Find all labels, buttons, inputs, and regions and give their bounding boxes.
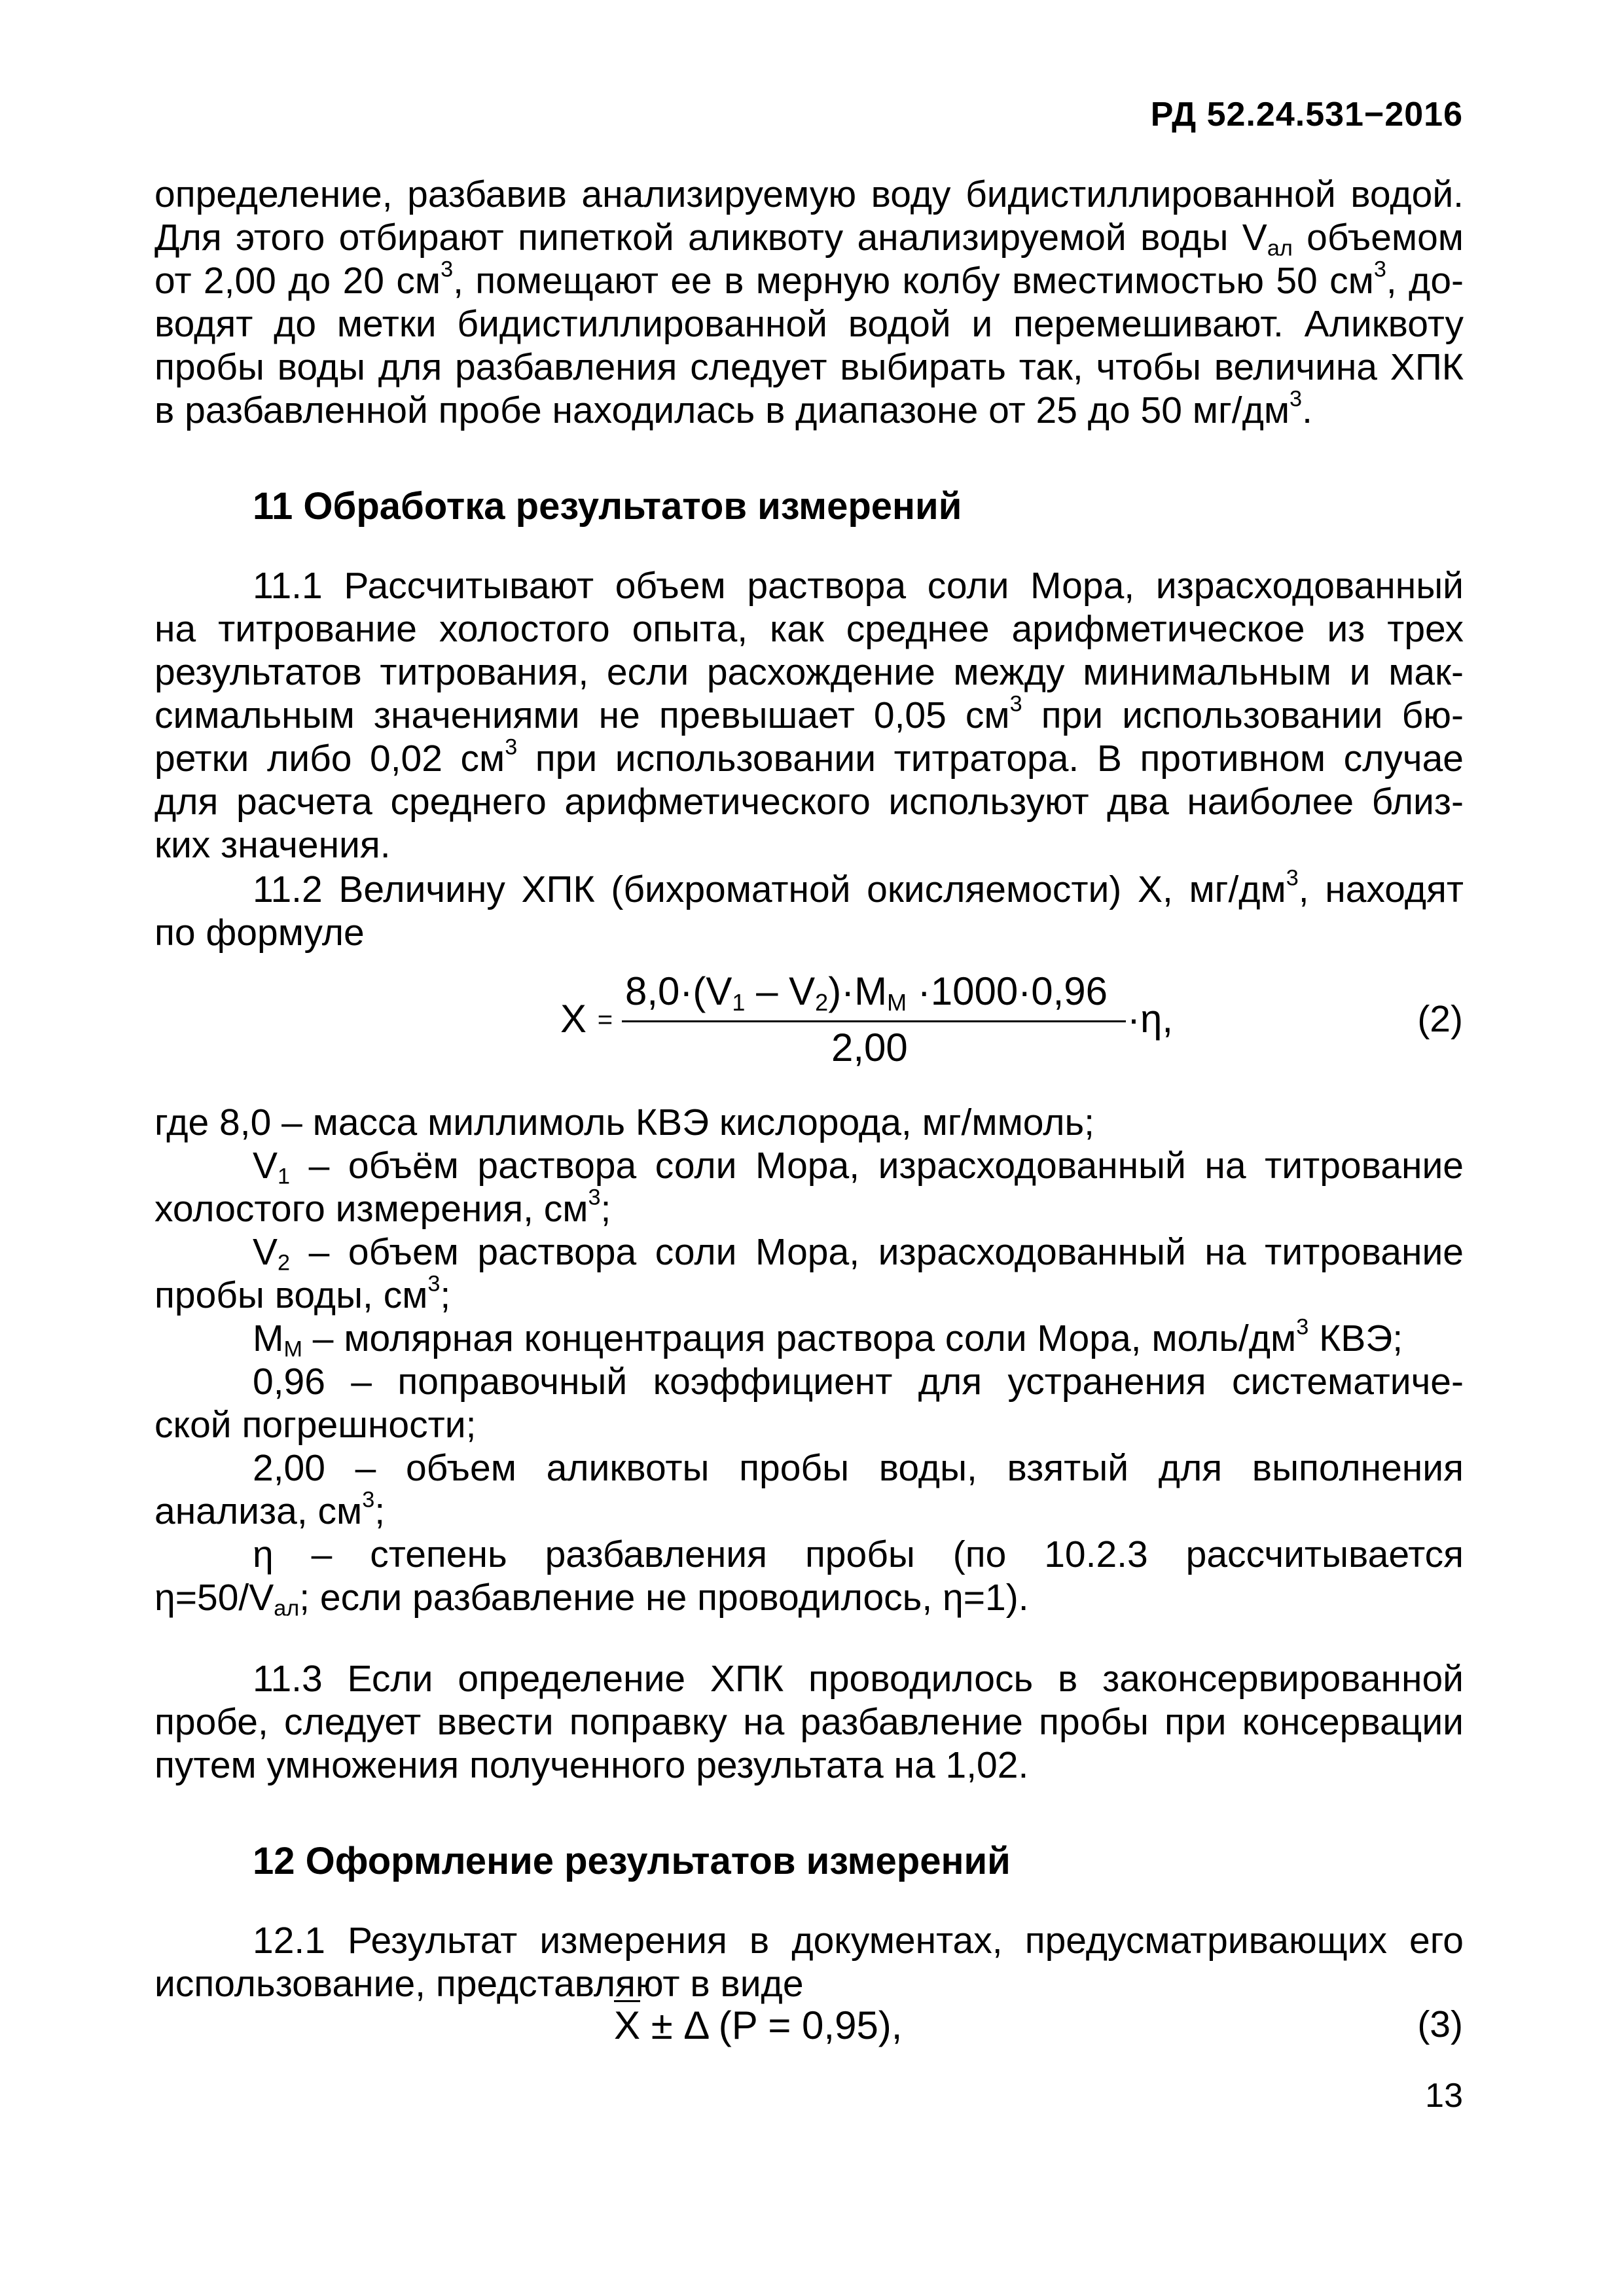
subscript: ал xyxy=(1267,236,1293,261)
text-line: пробе, следует ввести поправку на разбавление пробы при консервации xyxy=(154,1701,1464,1743)
text-fragment: Для этого отбирают пипеткой аликвоту анализируемой воды V xyxy=(154,217,1267,259)
legend-line xyxy=(154,1272,450,1318)
formula-denominator: 2,00 xyxy=(831,1026,908,1069)
text-line: водят до метки бидистиллированной водой и перемешивают. Аликвоту xyxy=(154,303,1464,345)
text-line: 12.1 Результат измерения в документах, предусматривающих его xyxy=(253,1920,1464,1962)
document-code: РД 52.24.531−2016 xyxy=(1150,96,1463,134)
text-line: использование, представляют в виде xyxy=(154,1963,804,2005)
legend-line: где 8,0 – масса миллимоль КВЭ кислорода, мг/ммоль; xyxy=(154,1102,1094,1143)
text-fragment: КВЭ; xyxy=(1308,1318,1403,1359)
section-12-heading: 12 Оформление результатов измерений xyxy=(253,1840,1011,1882)
text-line xyxy=(154,215,1464,260)
page-number: 13 xyxy=(1425,2077,1463,2115)
text-fragment: холостого измерения, см xyxy=(154,1188,588,1230)
formula-2 xyxy=(0,969,1624,1073)
text-line: 11.1 Рассчитывают объем раствора соли Мора, израсходованный xyxy=(253,565,1464,607)
text-fragment: ; если разбавление не проводилось, η=1). xyxy=(299,1577,1029,1619)
text-fragment: при использовании титратора. В противном случае xyxy=(517,738,1464,780)
text-fragment: при использовании бю- xyxy=(1022,694,1464,736)
formula-variable: X xyxy=(560,997,587,1041)
text-fragment: анализа, см xyxy=(154,1490,363,1532)
legend-line xyxy=(154,1186,611,1232)
equation-number: (2) xyxy=(1417,998,1463,1040)
text-fragment: 8,0·(V xyxy=(625,969,732,1013)
text-line: пробы воды для разбавления следует выбирать так, чтобы величина ХПК xyxy=(154,346,1464,388)
subscript: 2 xyxy=(278,1250,291,1276)
text-fragment: – молярная концентрация раствора соли Мора, моль/дм xyxy=(302,1318,1297,1359)
superscript: 3 xyxy=(1296,1314,1309,1340)
text-line: 11.3 Если определение ХПК проводилось в законсервированной xyxy=(253,1658,1464,1700)
text-fragment: ·1000·0,96 xyxy=(907,969,1108,1013)
text-fragment: в разбавленной пробе находилась в диапазоне от 25 до 50 мг/дм xyxy=(154,389,1290,431)
superscript: 3 xyxy=(1009,691,1022,717)
subscript: 2 xyxy=(815,989,829,1016)
text-fragment: – объём раствора соли Мора, израсходованный на титрование xyxy=(290,1145,1464,1187)
superscript: 3 xyxy=(362,1487,375,1513)
subscript: M xyxy=(887,989,907,1016)
text-fragment: , до- xyxy=(1386,260,1464,302)
text-fragment: M xyxy=(253,1318,284,1359)
formula-numerator xyxy=(625,969,1108,1014)
superscript: 3 xyxy=(1373,257,1386,282)
text-line xyxy=(253,867,1464,912)
legend-line xyxy=(253,1316,1403,1361)
legend-line xyxy=(154,1575,1029,1621)
formula-tail: ·η, xyxy=(1127,997,1174,1041)
text-fragment: от 2,00 до 20 см xyxy=(154,260,441,302)
legend-line xyxy=(154,1488,385,1534)
text-line: на титрование холостого опыта, как среднее арифметическое из трех xyxy=(154,608,1464,650)
text-line: результатов титрования, если расхождение между минимальным и мак- xyxy=(154,651,1464,693)
text-fragment: ± Δ (P = 0,95), xyxy=(640,2003,903,2047)
text-fragment: . xyxy=(1302,389,1312,431)
equation-number: (3) xyxy=(1417,2003,1463,2045)
text-fragment: V xyxy=(253,1145,278,1187)
text-fragment: ; xyxy=(440,1274,451,1316)
text-line: для расчета среднего арифметического используют два наиболее близ- xyxy=(154,781,1464,823)
formula-equals: = xyxy=(597,1005,613,1034)
text-fragment: )·M xyxy=(828,969,888,1013)
text-fragment: объемом xyxy=(1292,217,1464,259)
text-line: ких значения. xyxy=(154,824,391,866)
text-fragment: симальным значениями не превышает 0,05 см xyxy=(154,694,1010,736)
x-bar: X xyxy=(614,2000,640,2047)
text-fragment: – V xyxy=(745,969,816,1013)
subscript: 1 xyxy=(732,989,746,1016)
text-line xyxy=(154,387,1312,433)
section-11-heading: 11 Обработка результатов измерений xyxy=(253,485,962,528)
text-line: по формуле xyxy=(154,912,365,954)
superscript: 3 xyxy=(441,257,454,282)
subscript: 1 xyxy=(278,1164,291,1189)
text-line xyxy=(154,736,1464,781)
superscript: 3 xyxy=(588,1185,601,1210)
fraction-bar xyxy=(622,1020,1126,1022)
text-fragment: ; xyxy=(600,1188,611,1230)
text-fragment: ретки либо 0,02 см xyxy=(154,738,505,780)
superscript: 3 xyxy=(1290,386,1303,412)
legend-line: η – степень разбавления пробы (по 10.2.3 рассчитывается xyxy=(253,1534,1464,1575)
superscript: 3 xyxy=(427,1271,441,1297)
superscript: 3 xyxy=(1286,865,1299,891)
legend-line: ской погрешности; xyxy=(154,1404,477,1446)
text-fragment: – объем раствора соли Мора, израсходованный на титрование xyxy=(290,1231,1464,1273)
legend-line xyxy=(253,1143,1464,1189)
text-fragment: V xyxy=(253,1231,278,1273)
text-line: путем умножения полученного результата на 1,02. xyxy=(154,1744,1029,1786)
text-fragment: ; xyxy=(374,1490,386,1532)
text-line xyxy=(154,692,1464,738)
formula-3-expression xyxy=(614,2003,902,2048)
superscript: 3 xyxy=(505,734,518,760)
subscript: M xyxy=(283,1336,302,1362)
formula-lhs xyxy=(560,996,613,1041)
text-line: определение, разбавив анализируемую воду бидистиллированной водой. xyxy=(154,173,1464,215)
formula-3 xyxy=(0,2003,1624,2055)
legend-line: 0,96 – поправочный коэффициент для устранения систематиче- xyxy=(253,1361,1464,1403)
legend-line xyxy=(253,1229,1464,1275)
subscript: ал xyxy=(274,1596,300,1621)
text-fragment: пробы воды, см xyxy=(154,1274,428,1316)
text-fragment: , помещают ее в мерную колбу вместимостью 50 см xyxy=(453,260,1374,302)
text-fragment: η=50/V xyxy=(154,1577,274,1619)
legend-line: 2,00 – объем аликвоты пробы воды, взятый для выполнения xyxy=(253,1447,1464,1489)
text-fragment: 11.2 Величину ХПК (бихроматной окисляемости) X, мг/дм xyxy=(253,869,1286,910)
text-line xyxy=(154,258,1464,304)
text-fragment: , находят xyxy=(1298,869,1464,910)
